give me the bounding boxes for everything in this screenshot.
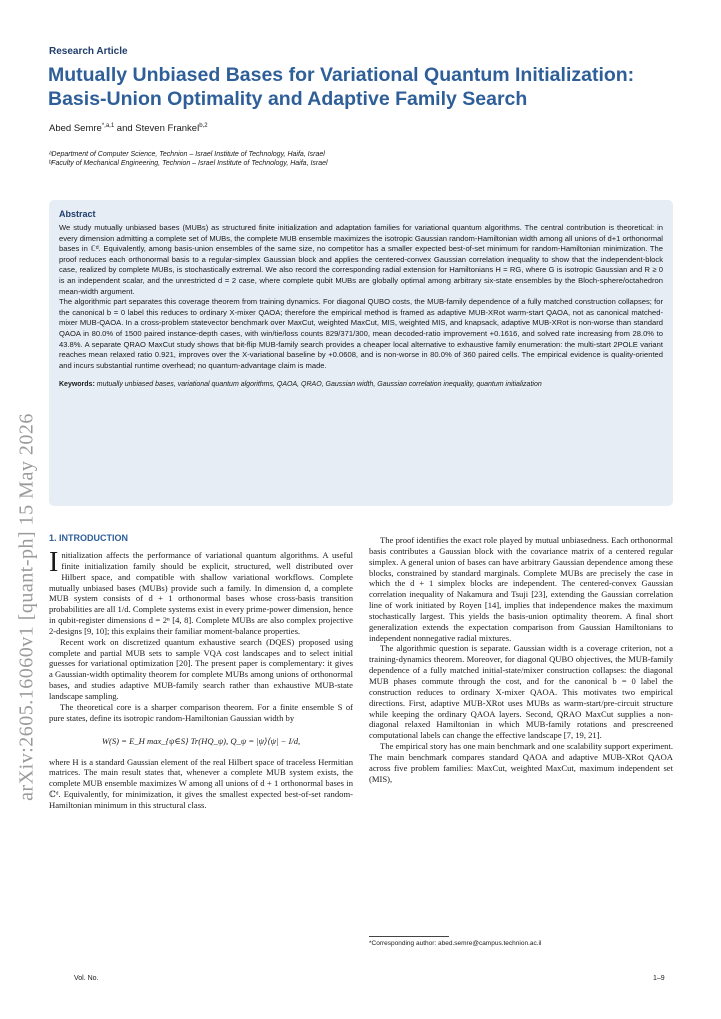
footnote [369, 936, 673, 947]
paragraph [49, 547, 353, 637]
arxiv-stamp: arXiv:2605.16060v1 [quant-ph] 15 May 2026 [15, 413, 38, 801]
corresponding-author: *Corresponding author: abed.semre@campus.technion.ac.il [369, 940, 542, 947]
article-type: Research Article [49, 46, 128, 57]
author-name: Abed Semre [49, 123, 102, 135]
footer-volume: Vol. No. [74, 975, 99, 982]
keywords [59, 380, 663, 389]
abstract-paragraph: The algorithmic part separates this coverage theorem from training dynamics. For diagonal QUBO costs, the MUB-family dependence of a fully matched construction collapses; for the canonical b = 0 label this reduces to ordinary X-mixer QAOA; therefore the empirical method is framed as adaptive MUB-XRot warm-start QAOA, not as canonical matched-mixer MUB-QAOA. In a cross-problem statevector benchmark over MaxCut, weighted MaxCut, MIS, weighted MIS, and knapsack, adaptive MUB-XRot is non-worse than standard QAOA in 80.0% of 1500 paired instance-depth cases, with win/tie/loss counts 829/371/300, mean decoded-ratio improvement +0.1616, and solved rate increasing from 28.0% to 43.8%. A separate QRAO MaxCut study shows that bit-flip MUB-family search provides a cheaper local alternative to exhaustive family enumeration: the multi-start 2POLE variant reaches mean relaxed ratio 0.921, improves over the X-variational baseline by +0.0608, and is non-worse in 80.0% of 360 paired cells. The empirical evidence is quality-oriented and incurs substantial runtime overhead; no quantum-advantage claim is made. [59, 297, 663, 370]
author-marks: *,a,1 [101, 123, 115, 129]
paper-title: Mutually Unbiased Bases for Variational Quantum Initialization: Basis-Union Optimality and Adaptive Family Search [48, 64, 635, 110]
paragraph: Recent work on discretized quantum exhaustive search (DQES) proposed using complete and partial MUB sets to sample VQA cost landscapes and to select initial guesses for variational optimization [20]. The present paper is complementary: it gives a Gaussian-width optimality theorem for complete MUBs among unions of orthonormal bases, and studies adaptive MUB-family search rather than exhaustive MUB-state landscape sampling. [49, 636, 353, 701]
paragraph: The proof identifies the exact role played by mutual unbiasedness. Each orthonormal basis contributes a Gaussian block with the covariance matrix of a centered regular simplex. A general union of bases can have arbitrary Gaussian dependence among these blocks, constrained by standard marginals. Complete MUBs are precisely the case in which the d + 1 simplex blocks are independent. The centered-convex Gaussian correlation inequality of Nakamura and Tsuji [23], extending the Gaussian correlation line of work initiated by Royen [14], implies that independence makes the maximum stochastically largest. This yields the basis-union optimality theorem. A final short generalization extends the expectation comparison from Gaussian Hamiltonians to independent nonnegative radial mixtures. [369, 535, 673, 643]
left-column [49, 533, 353, 811]
keywords-list: mutually unbiased bases, variational quantum algorithms, QAOA, QRAO, Gaussian width, Gaussian correlation inequality, quantum initialization [96, 381, 542, 389]
keywords-label: Keywords: [59, 381, 95, 389]
affiliation: ᵇFaculty of Mechanical Engineering, Technion – Israel Institute of Technology, Haifa, Israel [49, 160, 328, 167]
paragraph: The empirical story has one main benchmark and one scalability support experiment. The main benchmark compares standard QAOA and adaptive MUB-XRot QAOA across five problem families: MaxCut, weighted MaxCut, maximum independent set (MIS), [369, 741, 673, 784]
equation: W(S) = E_H max_{ψ∈S} Tr(HQ_ψ), Q_ψ = |ψ⟩⟨ψ| − I/d, [101, 735, 301, 746]
paragraph-text: nitialization affects the performance of variational quantum algorithms. A useful finite initialization family should be explicit, structured, well distributed over Hilbert space, and compatible with shallow variational workflows. Complete mutually unbiased bases (MUBs) provide such a family. In dimension d, a complete MUB system consists of d + 1 orthonormal bases whose cross-basis transition probabilities are all 1/d. Complete systems exist in every prime-power dimension, hence in qubit-register dimensions d = 2ⁿ [4, 8]. Complete MUBs are also complex projective 2-designs [9, 10]; this explains their familiar moment-balance properties. [49, 550, 353, 636]
section-heading: 1. INTRODUCTION [49, 533, 129, 543]
paragraph: The theoretical core is a sharper comparison theorem. For a finite ensemble S of pure states, define its isotropic random-Hamiltonian Gaussian width by [49, 701, 353, 723]
author-conjunction: and [116, 123, 133, 135]
affiliations [49, 150, 328, 168]
footnote-rule [369, 936, 449, 937]
abstract-heading: Abstract [59, 209, 96, 219]
paragraph: where H is a standard Gaussian element of the real Hilbert space of traceless Hermitian matrices. The main result states that, whenever a complete MUB system exists, the complete MUB ensemble maximizes W among all unions of d + 1 orthonormal bases in ℂᵈ. Equivalently, for minimization, it gives the smallest expected best-of-set random-Hamiltonian minimum in this structural class. [49, 756, 353, 810]
affiliation: ᵃDepartment of Computer Science, Technion – Israel Institute of Technology, Haifa, Israel [49, 151, 325, 158]
drop-cap: I [49, 547, 59, 578]
abstract-paragraph: We study mutually unbiased bases (MUBs) as structured finite initialization and adaptation families for variational quantum algorithms. The central contribution is theoretical: in every dimension admitting a complete set of MUBs, the complete MUB ensemble maximizes the isotropic Gaussian random-Hamiltonian width among all unions of d+1 orthonormal bases in ℂᵈ. Equivalently, among basis-union ensembles of the same size, no competitor has a smaller expected best-of-set minimum for random-Hamiltonian minimization. The proof reduces each orthonormal basis to a regular-simplex Gaussian block and applies the centered-convex Gaussian correlation inequality to show that the independent-block case, realized by complete MUBs, is stochastically extremal. We also record the corresponding radial extension for Hamiltonians H = RG, where G is isotropic Gaussian and R ≥ 0 is an independent scalar, and the unrestricted d = 2 case, where complete qubit MUBs are globally optimal among arbitrary six-state ensembles by the Bloch-sphere/octahedron mean-width argument. [59, 223, 663, 296]
abstract-box [49, 200, 673, 506]
author-name: Steven Frankel [135, 123, 200, 135]
right-column [369, 535, 673, 784]
author-marks: b,2 [199, 123, 208, 129]
paragraph: The algorithmic question is separate. Gaussian width is a coverage criterion, not a training-dynamics theorem. Moreover, for diagonal QUBO objectives, the MUB-family dependence of a fully matched initial-state/mixer construction collapses: the diagonal MUB phases commute through the cost, and for the canonical b = 0 label the construction reduces to ordinary X-mixer QAOA. This motivates two empirical directions. First, adaptive MUB-XRot uses MUBs as warm-start/pre-circuit structure while keeping the ordinary QAOA layers. Second, QRAO MaxCut supplies a non-diagonal relaxed Hamiltonian in which MUB-family rotations and prescreened computational labels can change the effective landscape [7, 19, 21]. [369, 643, 673, 741]
author-line [49, 123, 208, 134]
footer-pages: 1–9 [653, 975, 665, 982]
